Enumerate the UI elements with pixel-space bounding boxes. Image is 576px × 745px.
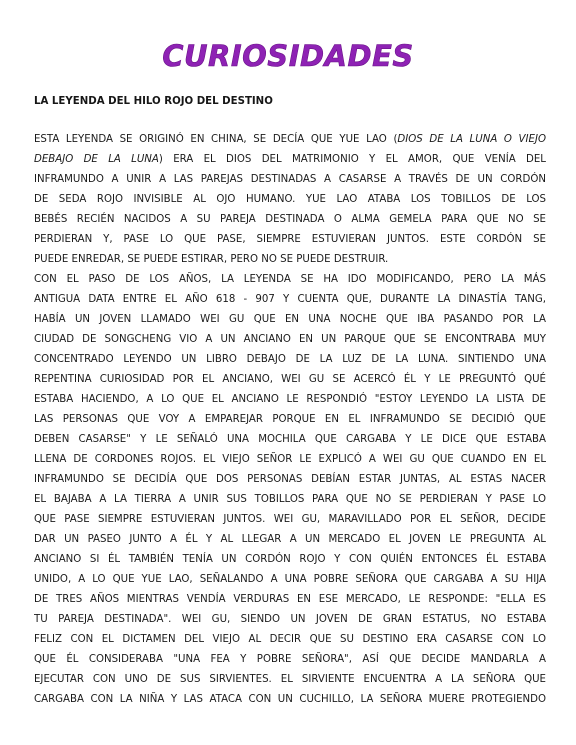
text-segment: PERDIERAN Y, PASE LO QUE PASE, SIEMPRE ESTUVIERAN JUNTOS. ESTE CORDÓN SE [34,234,546,245]
text-segment: CON EL PASO DE LOS AÑOS, LA LEYENDA SE HA IDO MODIFICANDO, PERO LA MÁS [34,274,546,285]
text-line [34,590,546,610]
text-line [34,650,546,670]
page-title: CURIOSIDADES [162,39,414,73]
section-heading: LA LEYENDA DEL HILO ROJO DEL DESTINO [34,96,273,107]
text-segment: REPENTINA CURIOSIDAD POR EL ANCIANO, WEI GU SE ACERCÓ ÉL Y LE PREGUNTÓ QUÉ [34,374,546,385]
text-segment: FELIZ CON EL DICTAMEN DEL VIEJO AL DECIR QUE SU DESTINO ERA CASARSE CON LO [34,634,546,645]
text-line [34,390,546,410]
text-line [34,330,546,350]
text-line [34,470,546,490]
text-line [34,250,546,270]
text-segment: DE SEDA ROJO INVISIBLE AL OJO HUMANO. YUE LAO ATABA LOS TOBILLOS DE LOS [34,194,546,205]
text-line [34,150,546,170]
text-segment: ANTIGUA DATA ENTRE EL AÑO 618 - 907 Y CUENTA QUE, DURANTE LA DINASTÍA TANG, [34,294,546,305]
text-segment: LAS PERSONAS QUE VOY A EMPAREJAR PORQUE EN EL INFRAMUNDO SE DECIDIÓ QUE [34,414,546,425]
text-line [34,490,546,510]
text-line [34,290,546,310]
text-segment: INFRAMUNDO A UNIR A LAS PAREJAS DESTINADAS A CASARSE A TRAVÉS DE UN CORDÓN [34,174,546,185]
text-segment: UNIDO, A LO QUE YUE LAO, SEÑALANDO A UNA POBRE SEÑORA QUE CARGABA A SU HIJA [34,574,546,585]
text-line [34,670,546,690]
text-line [34,690,546,710]
text-segment: EJECUTAR CON UNO DE SUS SIRVIENTES. EL SIRVIENTE ENCUENTRA A LA SEÑORA QUE [34,674,546,685]
text-segment: DEBEN CASARSE" Y LE SEÑALÓ UNA MOCHILA QUE CARGABA Y LE DICE QUE ESTABA [34,434,546,445]
text-line [34,350,546,370]
text-line [34,130,546,150]
text-line [34,170,546,190]
text-segment: DE TRES AÑOS MIENTRAS VENDÍA VERDURAS EN ESE MERCADO, LE RESPONDE: "ELLA ES [34,594,546,605]
text-segment: QUE ÉL CONSIDERABA "UNA FEA Y POBRE SEÑORA", ASÍ QUE DECIDE MANDARLA A [34,654,546,665]
text-line [34,550,546,570]
text-segment: ANCIANO SI ÉL TAMBIÉN TENÍA UN CORDÓN ROJO Y CON QUIÉN ENTONCES ÉL ESTABA [34,554,546,565]
text-segment: HABÍA UN JOVEN LLAMADO WEI GU QUE EN UNA NOCHE QUE IBA PASANDO POR LA [34,314,546,325]
text-line [34,570,546,590]
text-line [34,530,546,550]
text-line [34,630,546,650]
text-segment: ESTA LEYENDA SE ORIGINÓ EN CHINA, SE DECÍA QUE YUE LAO ( [34,134,398,145]
text-line [34,610,546,630]
text-line [34,210,546,230]
text-line [34,230,546,250]
text-segment: DAR UN PASEO JUNTO A ÉL Y AL LLEGAR A UN MERCADO EL JOVEN LE PREGUNTA AL [34,534,546,545]
text-segment: CIUDAD DE SONGCHENG VIO A UN ANCIANO EN UN PARQUE QUE SE ENCONTRABA MUY [34,334,546,345]
text-line [34,190,546,210]
text-segment: BEBÉS RECIÉN NACIDOS A SU PAREJA DESTINADA O ALMA GEMELA PARA QUE NO SE [34,214,546,225]
text-segment: LLENA DE CORDONES ROJOS. EL VIEJO SEÑOR LE EXPLICÓ A WEI GU QUE CUANDO EN EL [34,454,546,465]
text-line [34,270,546,290]
text-segment: EL BAJABA A LA TIERRA A UNIR SUS TOBILLOS PARA QUE NO SE PERDIERAN Y PASE LO [34,494,546,505]
text-line [34,370,546,390]
text-segment: INFRAMUNDO SE DECIDÍA QUE DOS PERSONAS DEBÍAN ESTAR JUNTAS, AL ESTAS NACER [34,474,546,485]
italic-segment: DIOS DE LA LUNA O VIEJO [397,134,546,145]
text-segment: PUEDE ENREDAR, SE PUEDE ESTIRAR, PERO NO SE PUEDE DESTRUIR. [34,254,389,265]
body-text [34,130,546,710]
text-segment: ) ERA EL DIOS DEL MATRIMONIO Y EL AMOR, QUE VENÍA DEL [158,154,546,165]
text-line [34,410,546,430]
text-line [34,450,546,470]
text-segment: QUE PASE SIEMPRE ESTUVIERAN JUNTOS. WEI GU, MARAVILLADO POR EL SEÑOR, DECIDE [34,514,546,525]
text-line [34,510,546,530]
text-segment: ESTABA HACIENDO, A LO QUE EL ANCIANO LE RESPONDIÓ "ESTOY LEYENDO LA LISTA DE [34,394,546,405]
text-segment: TU PAREJA DESTINADA". WEI GU, SIENDO UN JOVEN DE GRAN ESTATUS, NO ESTABA [34,614,546,625]
text-line [34,310,546,330]
text-segment: CONCENTRADO LEYENDO UN LIBRO DEBAJO DE LA LUZ DE LA LUNA. SINTIENDO UNA [34,354,546,365]
text-line [34,430,546,450]
italic-segment: DEBAJO DE LA LUNA [34,154,159,165]
text-segment: CARGABA CON LA NIÑA Y LAS ATACA CON UN CUCHILLO, LA SEÑORA MUERE PROTEGIENDO [34,694,546,705]
